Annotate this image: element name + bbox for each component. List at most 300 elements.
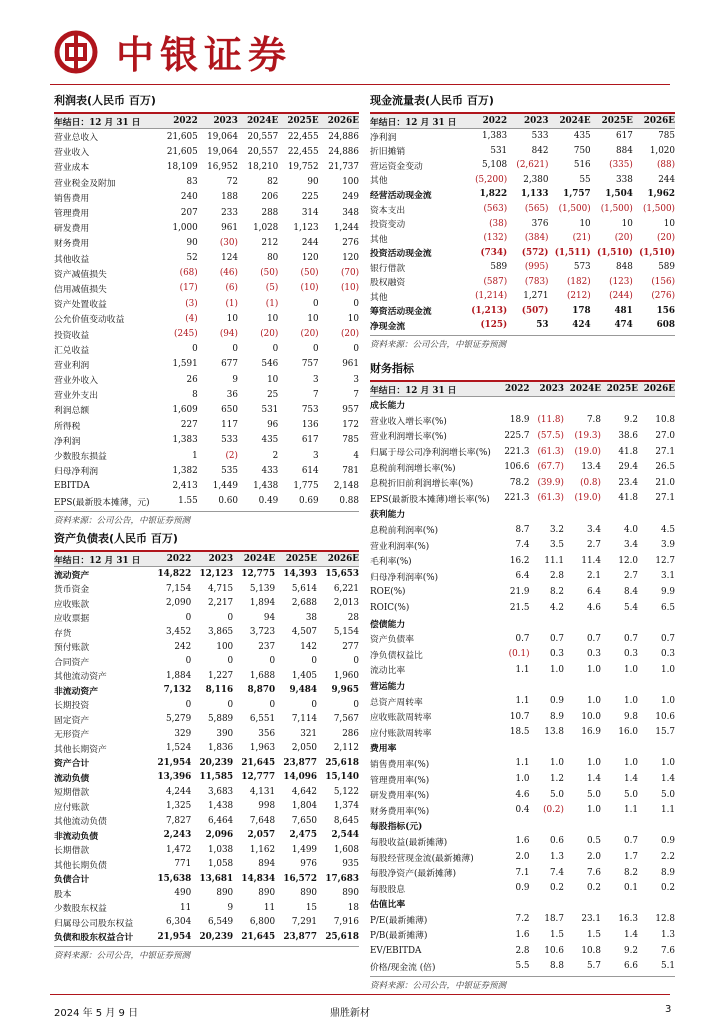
cell-value: (1,500) <box>558 204 591 214</box>
cell-value: 3 <box>313 450 319 461</box>
table-row <box>370 631 675 647</box>
cell-value: 10.6 <box>655 711 675 722</box>
table-row <box>370 818 675 834</box>
header-year: 2022 <box>491 382 530 397</box>
table-row <box>370 289 675 304</box>
cell-value: 16.2 <box>509 555 530 566</box>
cell-value: 1,894 <box>249 598 276 609</box>
table-row <box>54 372 359 387</box>
cell-value: 227 <box>180 420 198 431</box>
cell-value: 1.0 <box>661 758 675 769</box>
table-row <box>370 506 675 522</box>
cell-value: 1.0 <box>515 774 530 785</box>
table-row <box>370 444 675 460</box>
cell-value: 6.4 <box>586 586 601 597</box>
cell-value: 276 <box>342 237 359 248</box>
cell-value: (182) <box>566 276 591 287</box>
header-divider <box>50 84 670 85</box>
cell-value: 21,954 <box>157 931 192 942</box>
cell-value: 3 <box>313 374 319 385</box>
cell-value: 11.1 <box>544 555 564 566</box>
cell-value: 100 <box>216 641 234 652</box>
cell-value: 1,000 <box>172 222 198 233</box>
cell-value: 7,916 <box>333 917 359 928</box>
cell-value: (20) <box>656 233 675 244</box>
row-label: 营业利润 <box>54 360 90 371</box>
cell-value: 25 <box>267 389 279 400</box>
row-label: 其他长期负债 <box>54 860 107 871</box>
table-row <box>54 402 359 417</box>
row-label: 应收票据 <box>54 614 90 625</box>
cell-value <box>564 818 601 834</box>
row-label: 短期借款 <box>54 788 90 799</box>
cell-value: 1.6 <box>515 929 530 940</box>
table-row <box>54 175 359 190</box>
cell-value: 1.0 <box>549 664 564 675</box>
cell-value: 0.7 <box>586 633 601 644</box>
cell-value: (384) <box>524 233 549 244</box>
cell-value: 1.5 <box>586 929 601 940</box>
table-row <box>370 834 675 850</box>
cell-value: 178 <box>572 305 591 316</box>
table-row <box>54 311 359 326</box>
cell-value <box>530 615 564 631</box>
cell-value: 11,585 <box>199 772 234 783</box>
table-row <box>54 129 359 145</box>
cell-value: 21,605 <box>166 146 198 157</box>
ratios-table <box>370 382 675 974</box>
row-label: 股权融资 <box>370 278 406 289</box>
cell-value: 10 <box>663 218 675 229</box>
cell-value: 781 <box>342 465 359 476</box>
header-year: 2024E <box>548 114 590 129</box>
cell-value: 13,681 <box>199 873 234 884</box>
cell-value: 16,952 <box>207 161 238 172</box>
row-label: ROIC(%) <box>370 602 410 613</box>
table-row <box>370 187 675 202</box>
cell-value: 12.0 <box>618 555 638 566</box>
table-row <box>54 799 359 814</box>
cell-value: 12,123 <box>199 569 234 580</box>
cell-value: 18.5 <box>509 727 530 738</box>
cell-value: 41.8 <box>618 446 638 457</box>
row-label: 其他 <box>370 234 388 245</box>
table-row <box>54 596 359 611</box>
cell-value <box>601 678 638 694</box>
row-label: 营业利润增长率(%) <box>370 432 447 443</box>
row-label: 应付账款周转率 <box>370 728 432 739</box>
cell-value: 481 <box>614 305 633 316</box>
cell-value: 474 <box>614 320 633 331</box>
cell-value: 24,886 <box>328 146 359 157</box>
cell-value: 0 <box>227 612 234 623</box>
balance-source-note: 资料来源：公司公告，中银证券预测 <box>54 946 359 961</box>
table-row <box>54 625 359 640</box>
table-row <box>370 173 675 188</box>
cell-value: (125) <box>480 320 508 331</box>
cell-value: 2.8 <box>549 571 564 582</box>
row-label: 负债和股东权益合计 <box>54 933 134 944</box>
row-label: 净利润 <box>54 436 81 447</box>
table-row <box>370 397 675 413</box>
cell-value <box>530 397 564 413</box>
cell-value: 531 <box>261 404 279 415</box>
row-label: 非流动资产 <box>54 686 98 697</box>
table-row <box>54 387 359 402</box>
cell-value: 546 <box>261 359 279 370</box>
row-label: 无形资产 <box>54 730 90 741</box>
row-label: 资产减值损失 <box>54 269 107 280</box>
cell-value: 1,504 <box>605 189 633 200</box>
cell-value: 785 <box>658 131 675 142</box>
cell-value <box>564 896 601 912</box>
cell-value: 1,472 <box>166 844 192 855</box>
brand-name: 中银证券 <box>116 33 293 77</box>
cell-value: 2,413 <box>172 480 198 491</box>
cell-value: 3,683 <box>207 786 234 797</box>
cell-value: 15,638 <box>157 873 192 884</box>
cell-value: (587) <box>483 276 508 287</box>
cell-value: 2.7 <box>623 571 638 582</box>
table-row <box>54 654 359 669</box>
cell-value: 6.4 <box>515 571 530 582</box>
cell-value: 4,507 <box>291 627 318 638</box>
cell-value: (50) <box>260 268 279 279</box>
cell-value: 21,645 <box>241 757 276 768</box>
cell-value: 13,396 <box>157 772 192 783</box>
cell-value <box>530 506 564 522</box>
row-label: 其他长期资产 <box>54 744 107 755</box>
cell-value: 8.9 <box>661 867 675 878</box>
cell-value: 16.0 <box>618 727 638 738</box>
table-row <box>54 857 359 872</box>
cell-value: 172 <box>342 420 359 431</box>
footer-page-number: 3 <box>665 1004 672 1015</box>
cell-value: 1.1 <box>623 805 638 816</box>
row-label: 少数股东权益 <box>54 904 107 915</box>
header-year: 2022 <box>150 114 198 129</box>
cell-value: 225.7 <box>504 430 530 441</box>
cell-value: 1,449 <box>212 480 238 491</box>
cell-value: (17) <box>179 283 198 294</box>
table-row <box>370 802 675 818</box>
row-label: 应付账款 <box>54 802 90 813</box>
cell-value <box>601 615 638 631</box>
cell-value: 0.7 <box>515 633 530 644</box>
cell-value: 0.60 <box>218 496 238 507</box>
cell-value: (21) <box>572 233 591 244</box>
cell-value: 212 <box>261 237 279 248</box>
row-label: 其他流动资产 <box>54 672 107 683</box>
cell-value: 55 <box>579 174 591 185</box>
cell-value: 1,963 <box>249 743 276 754</box>
row-label: P/B(最新摊薄) <box>370 931 428 942</box>
table-row <box>370 693 675 709</box>
table-row <box>54 886 359 901</box>
cell-value: 433 <box>261 465 279 476</box>
cell-value: 14,393 <box>283 569 318 580</box>
cell-value: (20) <box>260 329 279 340</box>
row-label: 息税折旧前利润增长率(%) <box>370 479 474 490</box>
table-row <box>370 584 675 600</box>
cell-value: 20,239 <box>199 931 234 942</box>
cell-value: 894 <box>258 859 276 870</box>
row-label: 营运资金变动 <box>370 161 423 172</box>
row-label: 应收账款周转率 <box>370 713 432 724</box>
cell-value: 136 <box>301 420 319 431</box>
cell-value: (507) <box>521 305 549 316</box>
cell-value: 15,653 <box>325 569 359 580</box>
cell-value: 11 <box>180 902 192 913</box>
row-label: 总资产周转率 <box>370 697 423 708</box>
cell-value: 2,013 <box>333 598 359 609</box>
cell-value: 5.5 <box>515 961 530 972</box>
cell-value <box>491 615 530 631</box>
row-label: 每股指标(元) <box>370 822 423 833</box>
row-label: 营业成本 <box>54 163 90 174</box>
row-label: 其他流动负债 <box>54 817 107 828</box>
cell-value: 4,244 <box>166 786 192 797</box>
cell-value: 1.3 <box>549 852 564 863</box>
cell-value: 2.0 <box>515 852 530 863</box>
table-row <box>370 787 675 803</box>
row-label: 销售费用 <box>54 193 90 204</box>
cell-value: 516 <box>573 160 591 171</box>
cell-value: 10.6 <box>544 945 564 956</box>
cell-value: (61.3) <box>537 493 564 504</box>
cell-value <box>638 740 675 756</box>
cell-value: 2,112 <box>333 743 359 754</box>
cell-value: 6.5 <box>661 602 675 613</box>
cell-value: 5.0 <box>586 789 601 800</box>
row-label: 股本 <box>54 889 72 900</box>
cell-value: (734) <box>480 247 508 258</box>
row-label: 长期投资 <box>54 701 90 712</box>
cell-value: 0 <box>353 344 359 355</box>
row-label: 资产负债率 <box>370 635 414 646</box>
cell-value: 1,688 <box>249 670 276 681</box>
cell-value: 1.4 <box>586 774 601 785</box>
cell-value: (244) <box>609 291 633 302</box>
cell-value: 961 <box>221 222 238 233</box>
table-row <box>370 144 675 159</box>
table-row <box>54 281 359 296</box>
cell-value: 52 <box>186 253 198 264</box>
table-row <box>370 413 675 429</box>
page-header <box>0 0 724 90</box>
cell-value: 0 <box>227 656 234 667</box>
cell-value: 23,877 <box>283 931 318 942</box>
cell-value: 1.5 <box>549 929 564 940</box>
cell-value: (565) <box>524 204 549 214</box>
cell-value <box>638 506 675 522</box>
cell-value: 2,380 <box>523 174 549 185</box>
header-year: 2023 <box>191 552 233 567</box>
cell-value: 0 <box>353 699 359 710</box>
cell-value: 4,715 <box>207 583 234 594</box>
cell-value <box>530 678 564 694</box>
cell-value: 617 <box>616 131 633 142</box>
cell-value: 0.3 <box>623 649 638 660</box>
table-row <box>370 216 675 231</box>
cell-value: 4.6 <box>515 789 530 800</box>
row-label: 毛利率(%) <box>370 557 412 568</box>
table-row <box>54 357 359 372</box>
row-label: 投资活动现金流 <box>370 249 432 260</box>
cell-value: 4 <box>353 450 359 461</box>
cell-value: 10.8 <box>581 945 601 956</box>
header-label: 年结日：12 月 31 日 <box>370 114 456 129</box>
cell-value: 221.3 <box>504 493 530 504</box>
row-label: 营业利润率(%) <box>370 541 430 552</box>
cell-value: 2.1 <box>586 571 601 582</box>
cell-value: 2.8 <box>515 945 530 956</box>
cell-value: 890 <box>300 888 318 899</box>
cell-value: 7.4 <box>515 540 530 551</box>
cell-value: 1,374 <box>333 801 359 812</box>
cell-value: 0.2 <box>661 883 675 894</box>
row-label: 预付账款 <box>54 643 90 654</box>
cell-value: 2,050 <box>291 743 318 754</box>
ratios-title: 财务指标 <box>370 360 675 382</box>
table-row <box>370 896 675 912</box>
cell-value: 11.4 <box>581 555 601 566</box>
cell-value: 1.7 <box>623 852 638 863</box>
cell-value <box>638 678 675 694</box>
cell-value: 3.4 <box>623 540 638 551</box>
cell-value: 242 <box>174 641 192 652</box>
table-row <box>370 491 675 507</box>
header-year: 2024E <box>564 382 601 397</box>
cell-value: 38 <box>305 612 318 623</box>
row-label: 研发费用率(%) <box>370 791 430 802</box>
header-year: 2025E <box>275 552 317 567</box>
cell-value: 124 <box>221 253 238 264</box>
table-row <box>370 709 675 725</box>
cell-value: 16.3 <box>618 914 638 925</box>
cell-value: 0.2 <box>586 883 601 894</box>
cell-value: 757 <box>301 359 319 370</box>
cell-value: 9.9 <box>661 586 675 597</box>
cell-value: 11 <box>263 902 276 913</box>
cell-value: 78.2 <box>509 477 530 488</box>
cell-value <box>601 740 638 756</box>
cell-value: (0.1) <box>508 649 530 660</box>
cell-value: 435 <box>573 131 591 142</box>
cell-value: 2,243 <box>163 830 192 841</box>
row-label: 投资收益 <box>54 330 90 341</box>
cell-value: 390 <box>216 728 234 739</box>
cell-value: (20) <box>340 329 359 340</box>
row-label: EV/EBITDA <box>370 945 422 956</box>
cell-value: 998 <box>258 801 276 812</box>
table-row <box>370 600 675 616</box>
cell-value: 9 <box>227 902 234 913</box>
cell-value: (6) <box>225 283 238 294</box>
cell-value: 8 <box>192 389 198 400</box>
cell-value: 7,291 <box>291 917 318 928</box>
cell-value: 19,752 <box>287 161 319 172</box>
cell-value: 244 <box>301 237 319 248</box>
table-row <box>370 522 675 538</box>
cell-value: 1,227 <box>207 670 234 681</box>
cell-value: 21.9 <box>509 586 530 597</box>
cell-value: 12,777 <box>241 772 276 783</box>
cell-value: 5,889 <box>207 714 234 725</box>
cell-value: (572) <box>521 247 549 258</box>
cell-value: 0.3 <box>586 649 601 660</box>
cell-value: 21.0 <box>655 477 675 488</box>
cell-value: 27.1 <box>655 446 675 457</box>
cell-value <box>564 678 601 694</box>
cell-value <box>491 678 530 694</box>
table-row <box>54 433 359 448</box>
cell-value: 314 <box>301 207 319 218</box>
table-row <box>370 615 675 631</box>
cell-value: 1.0 <box>661 696 675 707</box>
header-label: 年结日：12 月 31 日 <box>370 382 491 397</box>
cell-value: 17,683 <box>325 873 359 884</box>
cell-value: 4,642 <box>291 786 318 797</box>
header-year: 2026E <box>319 114 359 129</box>
row-label: 每股收益(最新摊薄) <box>370 837 448 848</box>
cell-value: 0 <box>353 298 359 309</box>
table-row <box>54 494 359 509</box>
cell-value: 0 <box>272 344 279 355</box>
cell-value: 21,954 <box>157 757 192 768</box>
cell-value: 329 <box>174 728 192 739</box>
cell-value: 348 <box>342 207 359 218</box>
cell-value: 1.6 <box>515 836 530 847</box>
table-row <box>54 770 359 785</box>
cell-value: 6,464 <box>207 815 234 826</box>
row-label: 息税前利润率(%) <box>370 526 439 537</box>
cell-value: 5,154 <box>333 627 359 638</box>
cell-value: 1,271 <box>523 291 549 302</box>
table-row <box>370 771 675 787</box>
table-header-row <box>370 382 675 397</box>
cell-value <box>491 506 530 522</box>
cell-value: 1.0 <box>623 758 638 769</box>
row-label: 研发费用 <box>54 224 90 235</box>
cell-value <box>530 818 564 834</box>
cell-value: 188 <box>221 192 238 203</box>
cell-value: 156 <box>656 305 675 316</box>
cell-value: 16.9 <box>581 727 601 738</box>
cell-value: 90 <box>307 177 319 188</box>
row-label: 资本支出 <box>370 205 406 216</box>
table-row <box>54 205 359 220</box>
row-label: 汇兑收益 <box>54 345 90 356</box>
cell-value: 1.0 <box>549 758 564 769</box>
cell-value: 16,572 <box>283 873 318 884</box>
cell-value: 1.0 <box>661 664 675 675</box>
cell-value: 23,877 <box>283 757 318 768</box>
cell-value: 589 <box>490 262 508 273</box>
cell-value: 27.0 <box>655 430 675 441</box>
row-label: P/E(最新摊薄) <box>370 915 428 926</box>
cell-value: (61.3) <box>537 446 564 457</box>
table-row <box>370 459 675 475</box>
header-year: 2024E <box>238 114 278 129</box>
cell-value: (132) <box>483 233 508 244</box>
cell-value: 0.7 <box>549 633 564 644</box>
cell-value: 1,382 <box>172 465 198 476</box>
row-label: 净利润 <box>370 132 397 143</box>
cell-value: 2,688 <box>291 598 318 609</box>
row-label: EPS(最新股本摊薄)增长率(%) <box>370 494 490 505</box>
cell-value: 21.5 <box>509 602 530 613</box>
